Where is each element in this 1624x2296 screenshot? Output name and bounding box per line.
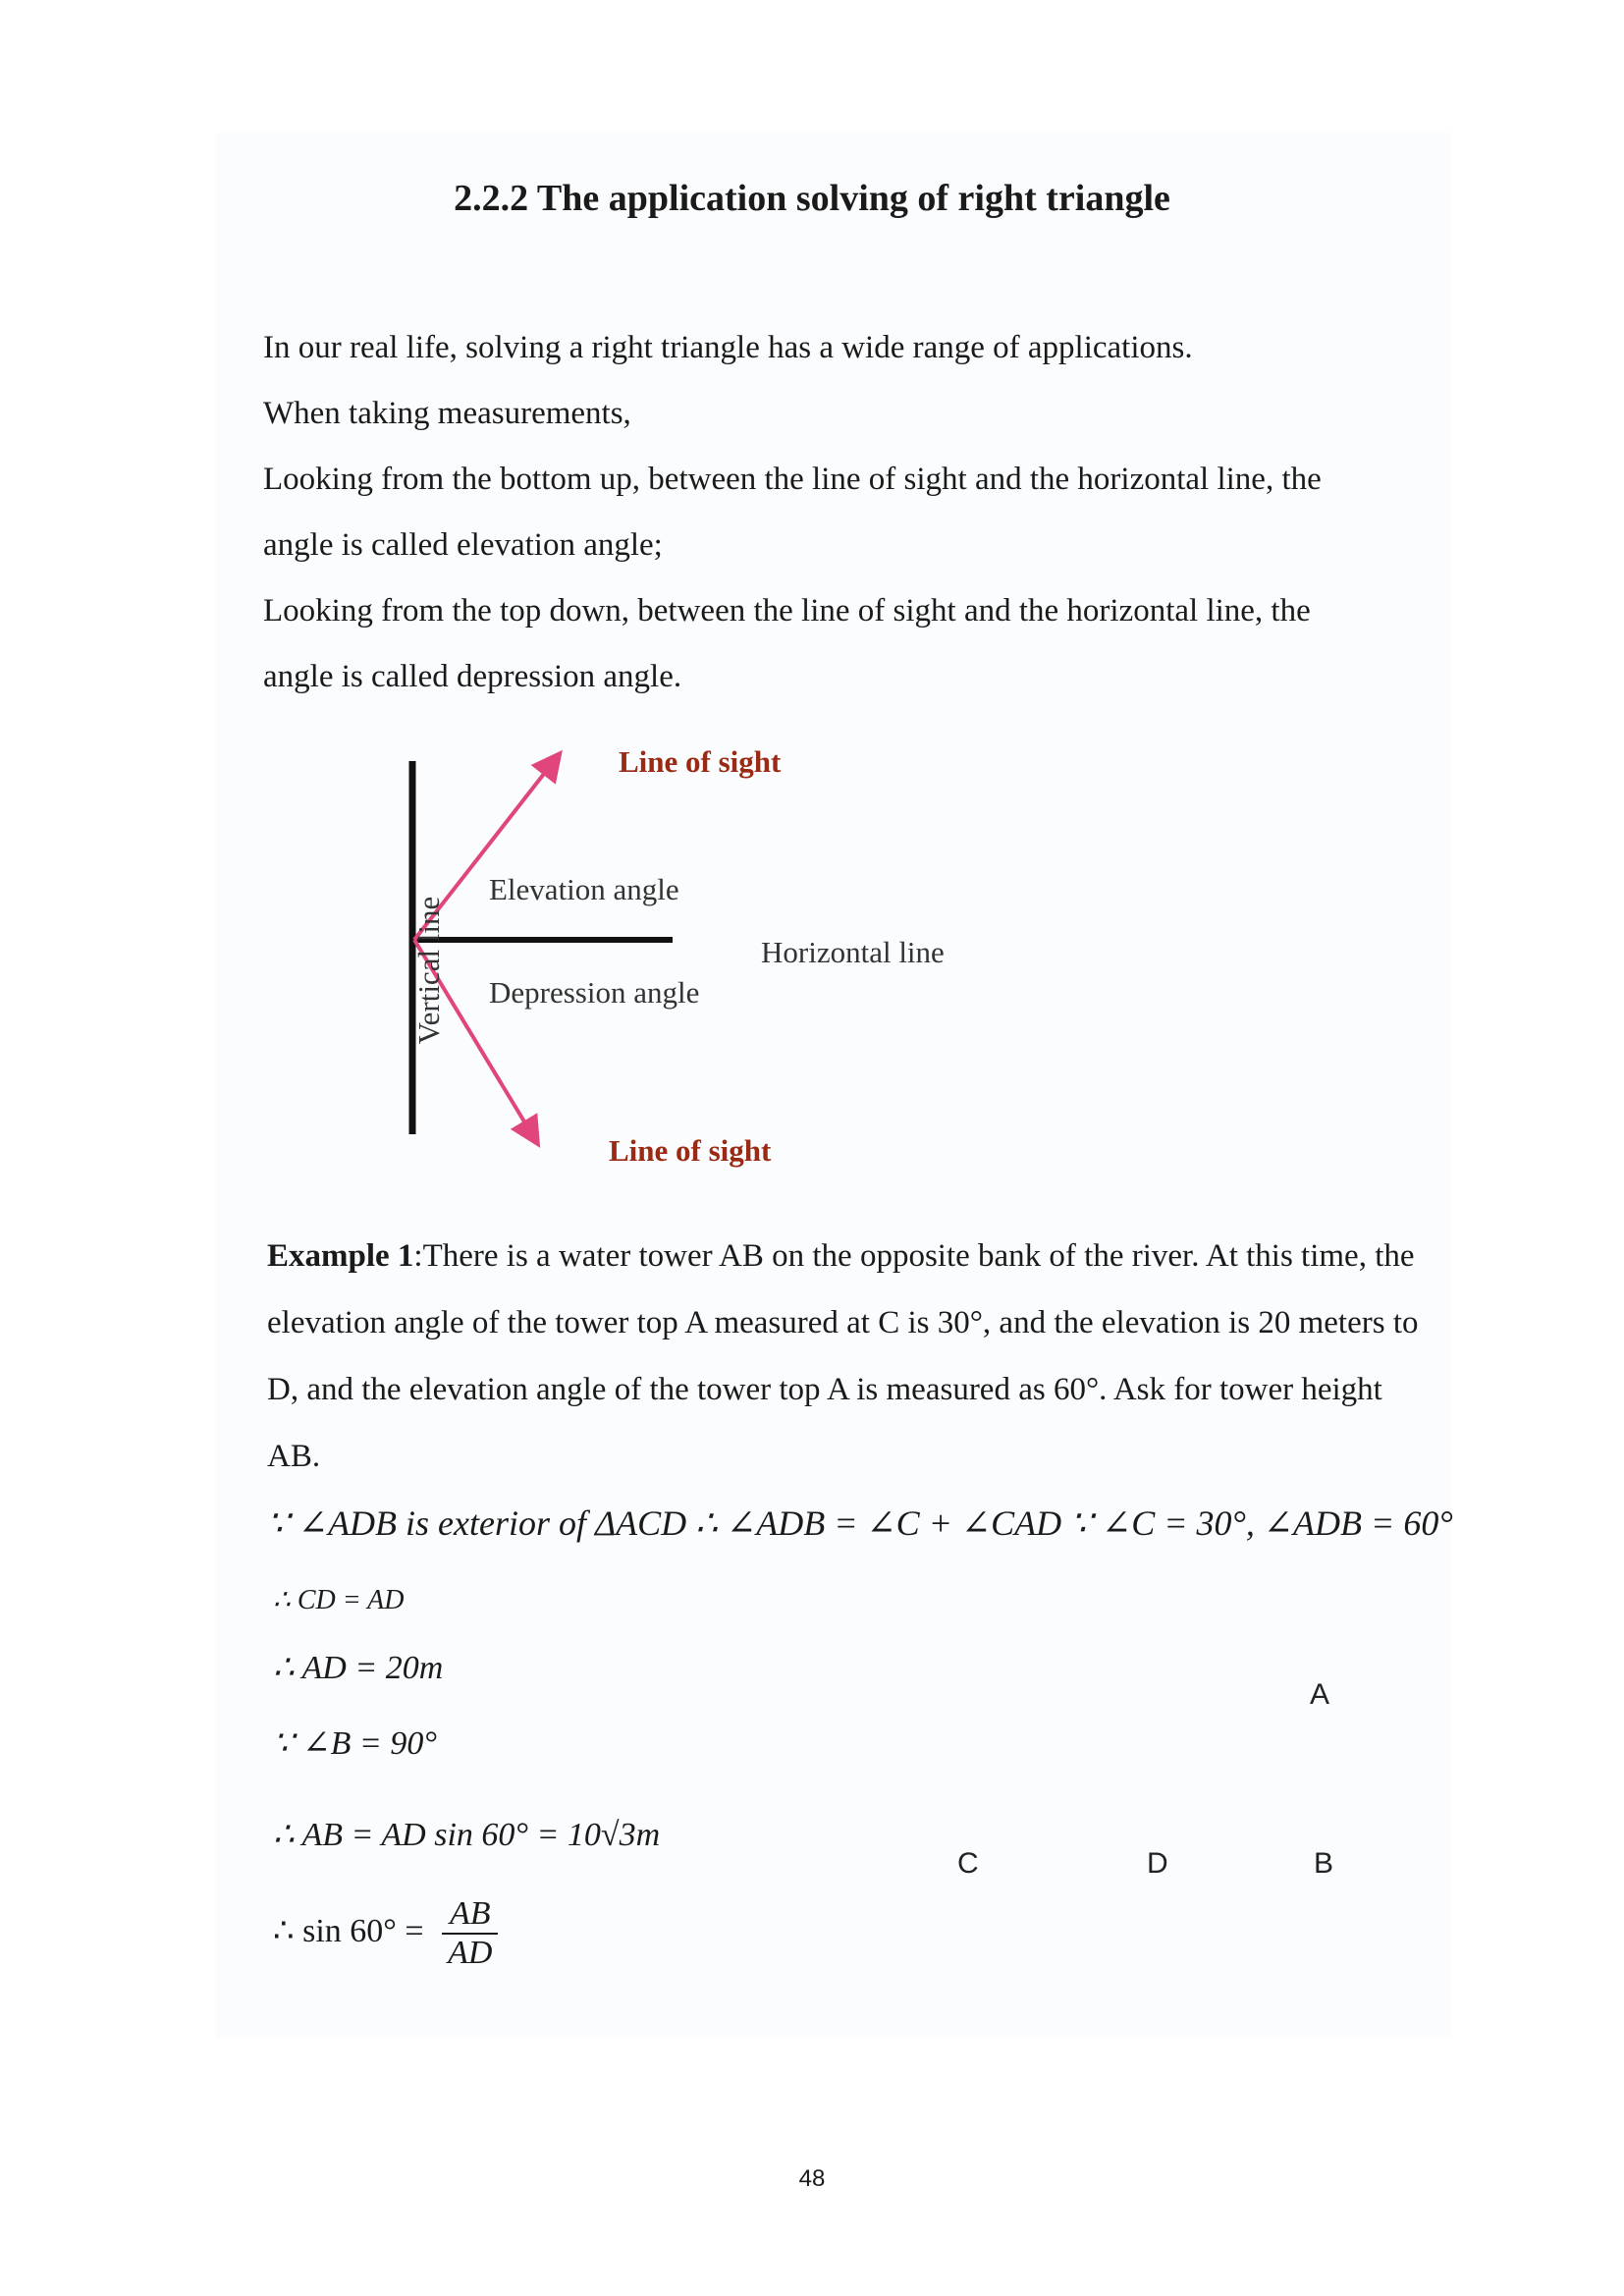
elevation-angle-label: Elevation angle: [489, 872, 679, 906]
point-a-label: A: [1310, 1678, 1330, 1711]
point-d-label: D: [1147, 1847, 1168, 1880]
fraction-ab-over-ad: [442, 1895, 498, 1972]
line-of-sight-bottom-label: Line of sight: [609, 1133, 772, 1168]
vertical-line-label: Vertical line: [411, 896, 446, 1045]
intro-line-2: When taking measurements,: [263, 396, 631, 431]
angle-diagram: [324, 727, 1011, 1188]
depression-angle-label: Depression angle: [489, 975, 700, 1010]
point-b-label: B: [1314, 1847, 1334, 1880]
horizontal-line-label: Horizontal line: [761, 935, 945, 969]
example-label: Example 1: [267, 1238, 414, 1274]
intro-line-4: angle is called elevation angle;: [263, 527, 663, 563]
example-body: :There is a water tower AB on the opposite bank of the river. At this time, the elevation angle of the tower top A measured at C is 30°, and the elevation is 20 meters to D, and the elevation angle of the tower top A is measured as 60°. Ask for tower height AB.: [267, 1238, 1419, 1474]
page-number: 48: [798, 2165, 826, 2192]
example-1-text: [267, 1223, 1426, 1490]
fraction-numerator: AB: [442, 1895, 498, 1935]
math-line-3: ∴ AD = 20m: [273, 1650, 444, 1686]
point-c-label: C: [957, 1847, 979, 1880]
math-line-5: ∴ AB = AD sin 60° = 10√3m: [273, 1817, 661, 1853]
intro-line-3: Looking from the bottom up, between the line of sight and the horizontal line, the: [263, 462, 1322, 497]
intro-line-1: In our real life, solving a right triangle has a wide range of applications.: [263, 330, 1193, 365]
fraction-denominator: AD: [448, 1935, 493, 1971]
math-line-6-prefix: ∴ sin 60° =: [273, 1912, 424, 1949]
math-line-6: [273, 1895, 498, 1972]
math-line-4: ∵ ∠B = 90°: [273, 1725, 437, 1762]
math-line-2: ∴ CD = AD: [273, 1585, 405, 1615]
intro-line-5: Looking from the top down, between the line of sight and the horizontal line, the: [263, 593, 1311, 629]
section-title: 2.2.2 The application solving of right triangle: [454, 178, 1170, 219]
line-of-sight-top-label: Line of sight: [619, 744, 782, 779]
math-line-1: ∵ ∠ADB is exterior of ΔACD ∴ ∠ADB = ∠C + ∠CAD ∵ ∠C = 30°, ∠ADB = 60°: [267, 1503, 1453, 1543]
intro-line-6: angle is called depression angle.: [263, 659, 682, 694]
